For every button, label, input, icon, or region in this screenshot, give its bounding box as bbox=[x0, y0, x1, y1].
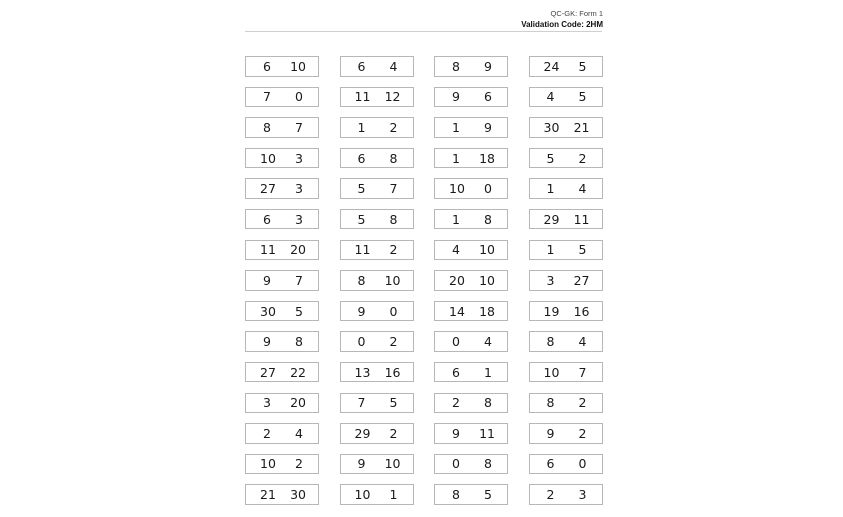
first-number: 11 bbox=[354, 242, 371, 258]
first-number: 1 bbox=[546, 242, 555, 258]
first-number: 9 bbox=[452, 425, 460, 441]
second-number: 8 bbox=[295, 334, 303, 350]
first-number: 9 bbox=[263, 334, 271, 350]
number-pair-cell bbox=[434, 301, 508, 322]
number-pair-cell bbox=[340, 117, 414, 138]
number-pair-cell bbox=[340, 393, 414, 414]
first-number: 8 bbox=[263, 119, 271, 135]
number-pair-cell bbox=[529, 87, 603, 108]
first-number: 10 bbox=[543, 364, 560, 380]
number-pair-cell bbox=[529, 301, 603, 322]
second-number: 5 bbox=[578, 242, 587, 258]
number-pair-cell bbox=[434, 56, 508, 77]
first-number: 10 bbox=[449, 181, 465, 197]
first-number: 19 bbox=[543, 303, 560, 319]
second-number: 27 bbox=[573, 272, 590, 288]
first-number: 9 bbox=[357, 303, 366, 319]
first-number: 8 bbox=[546, 334, 555, 350]
second-number: 8 bbox=[484, 211, 492, 227]
second-number: 9 bbox=[484, 119, 492, 135]
first-number: 30 bbox=[543, 119, 560, 135]
second-number: 11 bbox=[479, 425, 495, 441]
first-number: 24 bbox=[543, 58, 560, 74]
second-number: 11 bbox=[573, 211, 590, 227]
first-number: 9 bbox=[546, 425, 555, 441]
second-number: 0 bbox=[389, 303, 398, 319]
first-number: 6 bbox=[263, 211, 271, 227]
second-number: 7 bbox=[578, 364, 587, 380]
second-number: 8 bbox=[389, 150, 398, 166]
number-pair-cell bbox=[340, 484, 414, 505]
first-number: 1 bbox=[357, 119, 366, 135]
second-number: 18 bbox=[479, 303, 495, 319]
second-number: 2 bbox=[389, 242, 398, 258]
second-number: 18 bbox=[479, 150, 495, 166]
second-number: 20 bbox=[290, 242, 306, 258]
second-number: 4 bbox=[578, 334, 587, 350]
number-pair-cell bbox=[529, 56, 603, 77]
first-number: 27 bbox=[260, 181, 276, 197]
second-number: 2 bbox=[389, 425, 398, 441]
number-pair-cell bbox=[434, 393, 508, 414]
worksheet-grid bbox=[245, 56, 603, 505]
second-number: 2 bbox=[389, 119, 398, 135]
number-pair-cell bbox=[434, 117, 508, 138]
first-number: 8 bbox=[452, 58, 460, 74]
first-number: 29 bbox=[543, 211, 560, 227]
second-number: 3 bbox=[295, 150, 303, 166]
second-number: 12 bbox=[384, 89, 401, 105]
second-number: 10 bbox=[384, 272, 401, 288]
number-pair-cell bbox=[245, 331, 319, 352]
first-number: 6 bbox=[452, 364, 460, 380]
first-number: 27 bbox=[260, 364, 276, 380]
second-number: 2 bbox=[389, 334, 398, 350]
first-number: 4 bbox=[452, 242, 460, 258]
number-pair-cell bbox=[434, 484, 508, 505]
first-number: 2 bbox=[452, 395, 460, 411]
first-number: 5 bbox=[357, 211, 366, 227]
second-number: 5 bbox=[484, 487, 492, 503]
number-pair-cell bbox=[434, 178, 508, 199]
first-number: 9 bbox=[357, 456, 366, 472]
number-pair-cell bbox=[245, 454, 319, 475]
second-number: 0 bbox=[295, 89, 303, 105]
second-number: 0 bbox=[484, 181, 492, 197]
number-pair-cell bbox=[434, 362, 508, 383]
number-pair-cell bbox=[245, 117, 319, 138]
number-pair-cell bbox=[340, 148, 414, 169]
number-pair-cell bbox=[245, 393, 319, 414]
second-number: 2 bbox=[295, 456, 303, 472]
validation-code: Validation Code: 2HM bbox=[521, 20, 603, 29]
number-pair-cell bbox=[529, 270, 603, 291]
first-number: 3 bbox=[263, 395, 271, 411]
first-number: 3 bbox=[546, 272, 555, 288]
number-pair-cell bbox=[434, 240, 508, 261]
second-number: 2 bbox=[578, 395, 587, 411]
second-number: 3 bbox=[295, 211, 303, 227]
first-number: 10 bbox=[260, 150, 276, 166]
number-pair-cell bbox=[434, 270, 508, 291]
number-pair-cell bbox=[340, 56, 414, 77]
number-pair-cell bbox=[434, 148, 508, 169]
second-number: 5 bbox=[578, 58, 587, 74]
number-pair-cell bbox=[245, 240, 319, 261]
first-number: 29 bbox=[354, 425, 371, 441]
page-header bbox=[521, 8, 603, 30]
number-pair-cell bbox=[529, 454, 603, 475]
first-number: 11 bbox=[260, 242, 276, 258]
number-pair-cell bbox=[529, 209, 603, 230]
number-pair-cell bbox=[340, 209, 414, 230]
number-pair-cell bbox=[245, 270, 319, 291]
first-number: 4 bbox=[546, 89, 555, 105]
first-number: 9 bbox=[452, 89, 460, 105]
number-pair-cell bbox=[245, 484, 319, 505]
first-number: 14 bbox=[449, 303, 465, 319]
first-number: 0 bbox=[452, 456, 460, 472]
header-divider bbox=[245, 31, 602, 32]
second-number: 1 bbox=[484, 364, 492, 380]
number-pair-cell bbox=[529, 484, 603, 505]
second-number: 7 bbox=[295, 119, 303, 135]
first-number: 6 bbox=[357, 58, 366, 74]
first-number: 7 bbox=[357, 395, 366, 411]
second-number: 10 bbox=[479, 242, 495, 258]
number-pair-cell bbox=[529, 178, 603, 199]
number-pair-cell bbox=[434, 331, 508, 352]
second-number: 21 bbox=[573, 119, 590, 135]
number-pair-cell bbox=[340, 423, 414, 444]
number-pair-cell bbox=[529, 240, 603, 261]
first-number: 1 bbox=[452, 211, 460, 227]
second-number: 2 bbox=[578, 425, 587, 441]
first-number: 8 bbox=[452, 487, 460, 503]
number-pair-cell bbox=[340, 301, 414, 322]
number-pair-cell bbox=[434, 423, 508, 444]
second-number: 3 bbox=[578, 487, 587, 503]
number-pair-cell bbox=[529, 362, 603, 383]
second-number: 7 bbox=[295, 272, 303, 288]
number-pair-cell bbox=[434, 87, 508, 108]
number-pair-cell bbox=[340, 240, 414, 261]
first-number: 11 bbox=[354, 89, 371, 105]
first-number: 6 bbox=[263, 58, 271, 74]
number-pair-cell bbox=[340, 331, 414, 352]
number-pair-cell bbox=[340, 87, 414, 108]
first-number: 6 bbox=[357, 150, 366, 166]
first-number: 10 bbox=[354, 487, 371, 503]
number-pair-cell bbox=[340, 454, 414, 475]
second-number: 16 bbox=[573, 303, 590, 319]
number-pair-cell bbox=[340, 178, 414, 199]
second-number: 4 bbox=[484, 334, 492, 350]
number-pair-cell bbox=[245, 178, 319, 199]
form-label: QC-GK: Form 1 bbox=[550, 9, 603, 18]
first-number: 13 bbox=[354, 364, 371, 380]
number-pair-cell bbox=[529, 148, 603, 169]
second-number: 22 bbox=[290, 364, 306, 380]
second-number: 5 bbox=[295, 303, 303, 319]
second-number: 1 bbox=[389, 487, 398, 503]
first-number: 1 bbox=[546, 181, 555, 197]
second-number: 0 bbox=[578, 456, 587, 472]
number-pair-cell bbox=[529, 393, 603, 414]
first-number: 9 bbox=[263, 272, 271, 288]
number-pair-cell bbox=[340, 362, 414, 383]
second-number: 10 bbox=[290, 58, 306, 74]
first-number: 2 bbox=[546, 487, 555, 503]
second-number: 5 bbox=[389, 395, 398, 411]
second-number: 7 bbox=[389, 181, 398, 197]
number-pair-cell bbox=[245, 87, 319, 108]
first-number: 0 bbox=[357, 334, 366, 350]
first-number: 5 bbox=[546, 150, 555, 166]
first-number: 6 bbox=[546, 456, 555, 472]
first-number: 8 bbox=[357, 272, 366, 288]
number-pair-cell bbox=[245, 301, 319, 322]
second-number: 8 bbox=[389, 211, 398, 227]
second-number: 4 bbox=[295, 425, 303, 441]
first-number: 10 bbox=[260, 456, 276, 472]
number-pair-cell bbox=[245, 56, 319, 77]
second-number: 4 bbox=[578, 181, 587, 197]
number-pair-cell bbox=[434, 454, 508, 475]
number-pair-cell bbox=[434, 209, 508, 230]
second-number: 8 bbox=[484, 395, 492, 411]
first-number: 21 bbox=[260, 487, 276, 503]
number-pair-cell bbox=[529, 423, 603, 444]
second-number: 2 bbox=[578, 150, 587, 166]
second-number: 16 bbox=[384, 364, 401, 380]
number-pair-cell bbox=[529, 117, 603, 138]
second-number: 5 bbox=[578, 89, 587, 105]
second-number: 6 bbox=[484, 89, 492, 105]
first-number: 2 bbox=[263, 425, 271, 441]
first-number: 1 bbox=[452, 150, 460, 166]
second-number: 8 bbox=[484, 456, 492, 472]
first-number: 30 bbox=[260, 303, 276, 319]
second-number: 10 bbox=[384, 456, 401, 472]
first-number: 7 bbox=[263, 89, 271, 105]
second-number: 30 bbox=[290, 487, 306, 503]
number-pair-cell bbox=[245, 209, 319, 230]
number-pair-cell bbox=[340, 270, 414, 291]
first-number: 1 bbox=[452, 119, 460, 135]
number-pair-cell bbox=[529, 331, 603, 352]
number-pair-cell bbox=[245, 362, 319, 383]
first-number: 5 bbox=[357, 181, 366, 197]
second-number: 4 bbox=[389, 58, 398, 74]
second-number: 3 bbox=[295, 181, 303, 197]
second-number: 9 bbox=[484, 58, 492, 74]
second-number: 20 bbox=[290, 395, 306, 411]
first-number: 20 bbox=[449, 272, 465, 288]
first-number: 0 bbox=[452, 334, 460, 350]
number-pair-cell bbox=[245, 423, 319, 444]
second-number: 10 bbox=[479, 272, 495, 288]
number-pair-cell bbox=[245, 148, 319, 169]
first-number: 8 bbox=[546, 395, 555, 411]
